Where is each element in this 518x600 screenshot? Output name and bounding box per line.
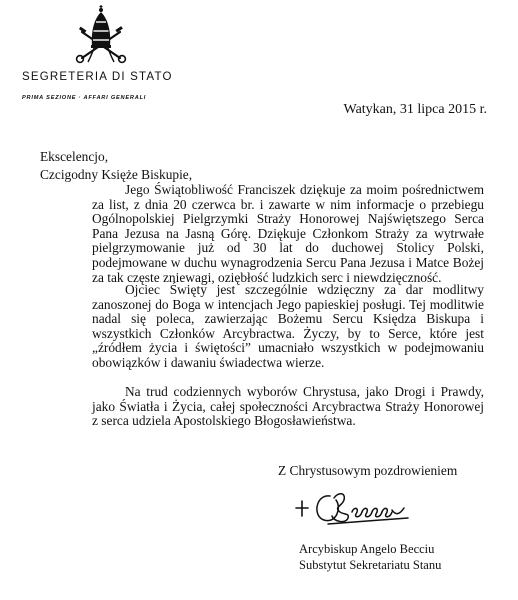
paragraph-3: Na trud codziennych wyborów Chrystusa, jako Drogi i Prawdy, jako Światła i Życia, całej społeczności Arcybractwa Straży Honorowej z serca udziela Apostolskiego Błogosławieństwa. (92, 384, 484, 429)
greeting (40, 148, 192, 184)
signer-name: Arcybiskup Angelo Becciu (299, 542, 435, 556)
greeting-line-2: Czcigodny Księże Biskupie, (40, 167, 193, 182)
paragraph-1: Jego Świątobliwość Franciszek dziękuje za moim pośrednictwem za list, z dnia 20 czerwca br. i zawarte w nim informacje o przebiegu Ogólnopolskiej Pielgrzymki Straży Honorowej Najświętszego Serca Pana Jezusa na Jasną Górę. Dziękuje Członkom Straży za wytrwałe pielgrzymowanie już od 30 lat do duchowej Stolicy Polski, podejmowane w duchu wynagrodzenia Sercu Pana Jezusa i Matce Bożej za tak częste zniewagi, oziębłość ludzkich serc i niewdzięczność. (92, 182, 484, 285)
paragraph-2: Ojciec Święty jest szczególnie wdzięczny za dar modlitwy zanoszonej do Boga w intencjach Jego papieskiej posługi. Tej modlitwie nadal się poleca, zawierzając Bożemu Sercu Księdza Biskupa i wszystkich Członków Arcybractwa. Życzy, by to Serce, które jest „źródłem życia i świętości” umacniało wszystkich w podejmowaniu obowiązków i dawaniu świadectwa wierze. (92, 282, 484, 370)
signer-block (299, 541, 441, 573)
papal-emblem-icon (70, 4, 132, 66)
greeting-line-1: Ekscelencjo, (40, 149, 109, 164)
letterhead-department: SEGRETERIA DI STATO (22, 71, 173, 83)
signature-image (292, 486, 412, 528)
letterhead-section: PRIMA SEZIONE · AFFARI GENERALI (22, 95, 147, 101)
closing-salutation: Z Chrystusowym pozdrowieniem (278, 463, 458, 478)
signer-title: Substytut Sekretariatu Stanu (299, 558, 442, 572)
place-and-date: Watykan, 31 lipca 2015 r. (343, 102, 487, 117)
